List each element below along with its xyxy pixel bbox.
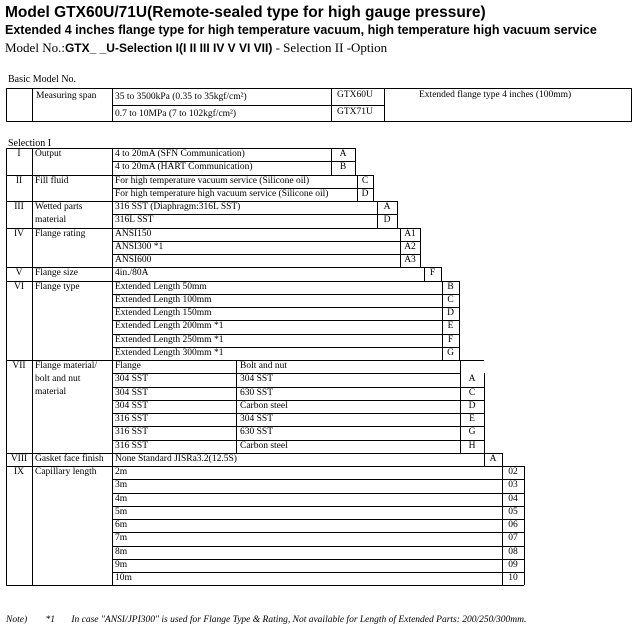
option-description: 5m [115,506,128,517]
option-description: 6m [115,520,128,530]
page-title: Model GTX60U/71U(Remote-sealed type for high gauge pressure) [5,4,486,21]
model-suffix: - Selection II -Option [272,40,388,55]
option-description: Extended Length 50mm [115,281,207,292]
option-code: A [489,453,497,464]
option-description: 4 to 20mA (SFN Communication) [115,149,245,159]
option-code: 04 [508,493,518,504]
option-code: D [361,188,369,199]
group-name: Flange rating [35,228,86,239]
option-description: 8m [115,546,128,557]
basic-model-2: GTX71U [337,107,373,117]
option-description: ANSI300 *1 [115,241,164,252]
group-name: Output [35,149,62,159]
column-header-bolt: Bolt and nut [240,361,287,371]
roman-numeral: I [17,149,21,159]
option-code: B [339,162,347,173]
option-description: 3m [115,480,128,491]
group-name: Wetted parts material [35,202,83,225]
option-bolt: 630 SST [240,427,273,438]
option-code: F [447,334,454,345]
option-description: 4in./80A [115,268,149,279]
option-description: Extended Length 100mm [115,294,212,305]
basic-model-label: Basic Model No. [8,74,77,85]
option-description: 10m [115,573,132,583]
option-code: 05 [508,506,518,517]
group-name: Fill fluid [35,175,69,186]
option-code: 03 [508,480,518,491]
option-code: H [468,440,476,451]
model-code: GTX_ _U-Selection I(I II III IV V VI VII) [64,41,273,55]
option-description: 2m [115,467,128,477]
roman-numeral: V [15,268,23,279]
roman-numeral: III [14,202,24,212]
roman-numeral: IV [13,228,25,239]
option-description: None Standard JISRa3.2(12.5S) [115,453,237,464]
group-name: Flange type [35,281,80,292]
option-code: D [447,308,454,318]
roman-numeral: VI [13,281,25,292]
option-code: E [469,414,475,424]
option-code: D [468,400,476,411]
page-subtitle: Extended 4 inches flange type for high temperature vacuum, high temperature high vacuum service [5,23,597,37]
option-description: For high temperature high vacuum service (Silicone oil) [115,188,329,199]
footnote-text: In case "ANSI/JPI300" is used for Flange Type & Rating, Not available for Length of Extended Parts: 200/250/300mm. [71,615,527,625]
option-description: Extended Length 200mm *1 [115,321,224,332]
option-code: C [468,387,476,398]
option-description: ANSI150 [115,228,152,239]
option-description: Extended Length 300mm *1 [115,347,224,358]
group-name: Capillary length [35,467,97,477]
option-code: 06 [508,520,518,530]
option-flange: 304 SST [115,387,148,398]
option-description: 316L SST [115,215,154,226]
option-flange: 316 SST [115,414,148,424]
option-bolt: Carbon steel [240,400,288,411]
option-code: A [339,149,347,159]
option-code: A2 [404,241,416,252]
option-bolt: 304 SST [240,414,273,424]
option-description: For high temperature vacuum service (Silicone oil) [115,175,310,186]
option-code: E [447,321,454,332]
option-code: D [383,215,391,226]
option-flange: 304 SST [115,400,148,411]
option-code: 09 [508,559,518,570]
option-code: 10 [508,573,518,583]
selection-label: Selection I [8,138,52,149]
option-code: A3 [404,255,416,265]
column-header-flange: Flange [115,361,141,371]
option-code: 02 [508,467,518,477]
option-flange: 304 SST [115,374,148,385]
model-number-line [5,40,387,56]
footnote-label: Note) [6,615,28,625]
option-description: 4 to 20mA (HART Communication) [115,162,253,173]
group-name: Flange size [35,268,79,279]
option-code: B [447,281,454,292]
option-code: C [447,294,454,305]
option-code: 07 [508,533,518,544]
roman-numeral: II [15,175,23,186]
option-description: 7m [115,533,128,544]
option-code: C [361,175,369,186]
basic-range-2: 0.7 to 10MPa (7 to 102kgf/cm²) [115,109,237,119]
roman-numeral: VII [12,361,26,371]
option-code: A [468,374,476,385]
roman-numeral: IX [13,467,25,477]
basic-range-1: 35 to 3500kPa (0.35 to 35kgf/cm²) [115,92,247,102]
group-name: Gasket face finish [35,453,104,464]
roman-numeral: VIII [10,453,28,464]
option-description: ANSI600 [115,255,152,265]
option-description: Extended Length 250mm *1 [115,334,224,345]
option-flange: 316 SST [115,427,148,438]
option-bolt: 304 SST [240,374,273,385]
option-description: 9m [115,559,128,570]
option-code: G [447,347,454,358]
option-description: 316 SST (Diaphragm:316L SST) [115,202,241,212]
group-name: Flange material/ bolt and nut material [35,361,97,397]
option-description: 4m [115,493,128,504]
option-code: F [429,268,436,279]
footnote-mark: *1 [45,615,55,625]
option-code: G [468,427,476,438]
option-code: A [383,202,391,212]
basic-model-1: GTX60U [337,90,373,100]
option-bolt: 630 SST [240,387,273,398]
option-bolt: Carbon steel [240,440,288,451]
basic-model-note: Extended flange type 4 inches (100mm) [419,90,572,100]
option-description: Extended Length 150mm [115,308,212,318]
option-code: A1 [404,228,416,239]
option-flange: 316 SST [115,440,148,451]
option-code: 08 [508,546,518,557]
measuring-span-label: Measuring span [36,91,97,101]
model-prefix: Model No.: [5,40,65,55]
footnote [6,615,526,625]
